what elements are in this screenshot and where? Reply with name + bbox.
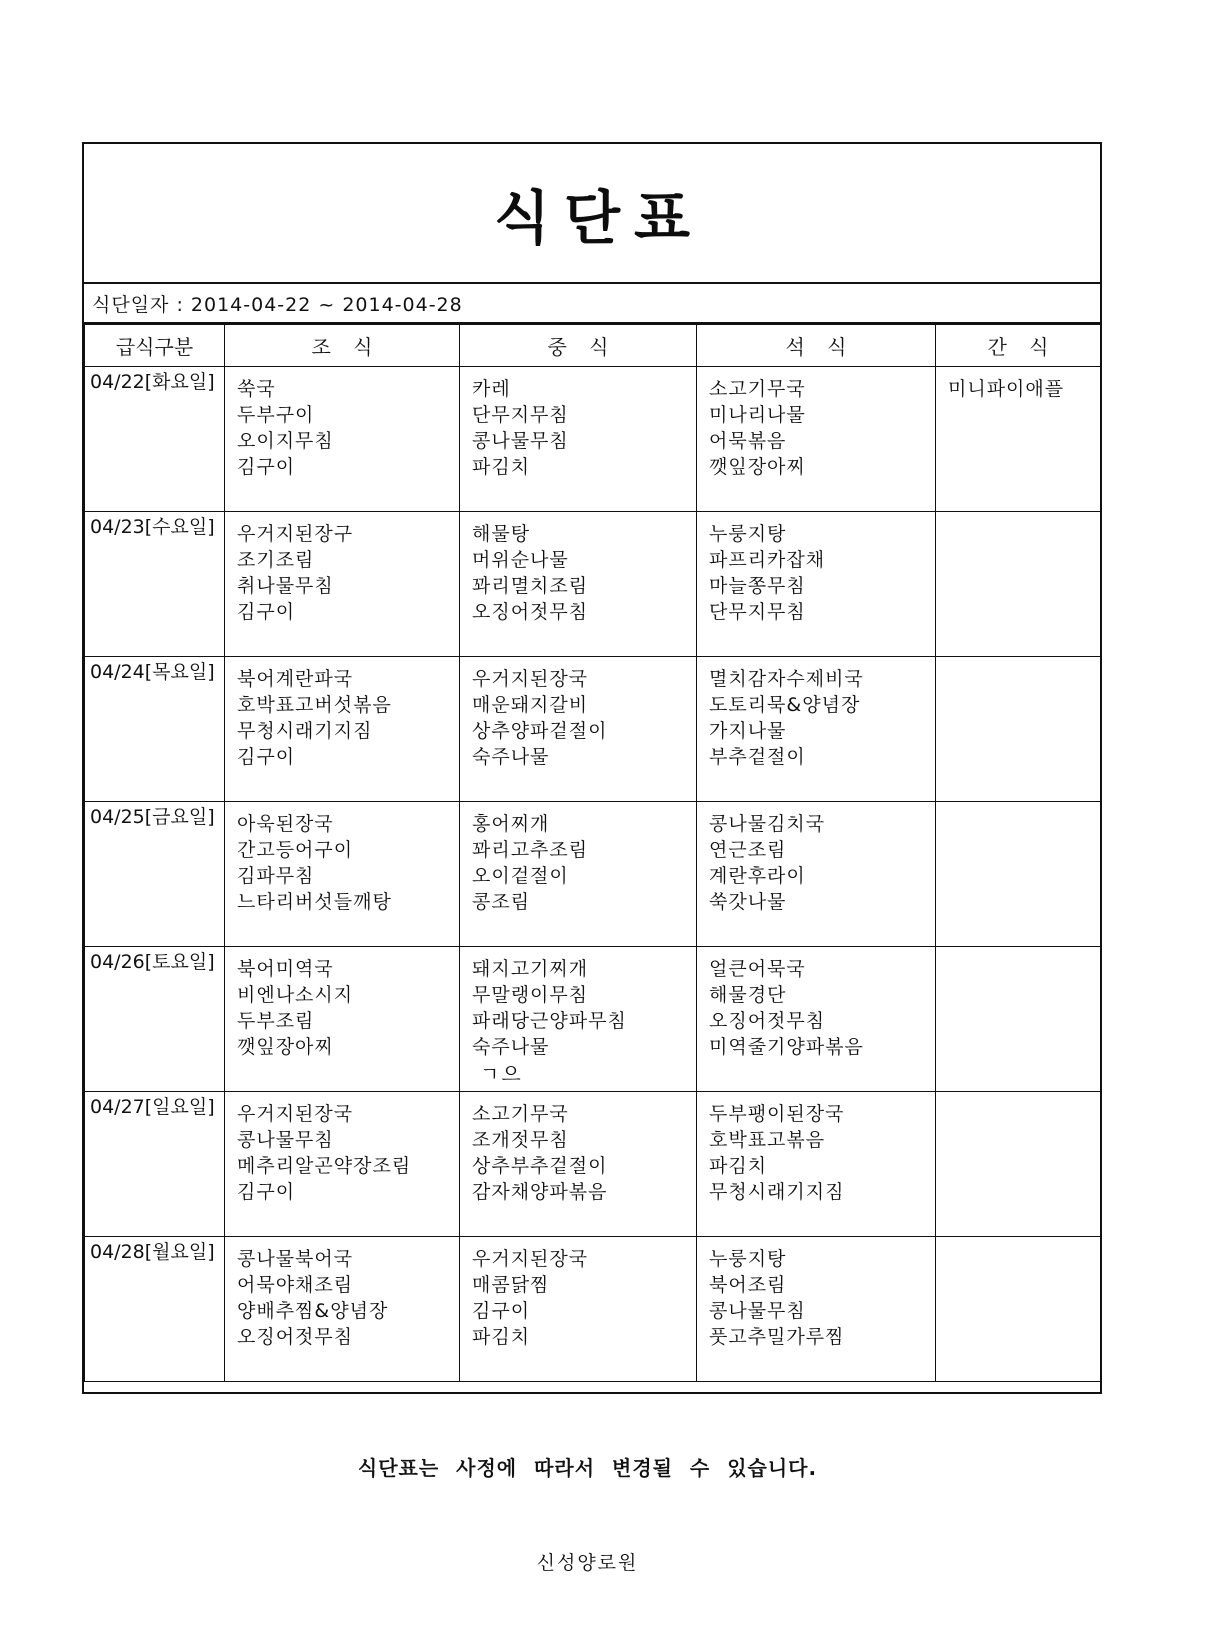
lunch-cell — [460, 1092, 697, 1237]
table-row — [85, 802, 1101, 947]
breakfast-cell — [225, 947, 460, 1092]
snack-cell — [936, 512, 1101, 657]
table-row — [85, 512, 1101, 657]
menu-item: 숙주나물 — [472, 1036, 550, 1058]
menu-item: 오징어젓무침 — [472, 601, 589, 623]
meal-plan-table — [84, 324, 1101, 1382]
menu-item: 계란후라이 — [709, 865, 806, 887]
menu-item: 마늘쫑무침 — [709, 575, 806, 597]
menu-item: 파프리카잡채 — [709, 549, 826, 571]
dinner-cell — [697, 1092, 936, 1237]
column-header-lunch: 중 식 — [460, 325, 697, 367]
menu-item: 아욱된장국 — [237, 813, 334, 835]
menu-item: 김구이 — [237, 601, 296, 623]
menu-item: 우거지된장국 — [472, 1248, 589, 1270]
menu-item: 북어조림 — [709, 1274, 787, 1296]
column-header-meal-category: 급식구분 — [85, 325, 225, 367]
menu-item: 가지나물 — [709, 720, 787, 742]
menu-item: 상추양파겉절이 — [472, 720, 608, 742]
menu-item: 콩나물김치국 — [709, 813, 826, 835]
dinner-cell — [697, 1237, 936, 1382]
menu-item: 멸치감자수제비국 — [709, 668, 864, 690]
menu-item: 조개젓무침 — [472, 1129, 569, 1151]
snack-cell — [936, 1237, 1101, 1382]
snack-cell — [936, 802, 1101, 947]
dinner-cell — [697, 802, 936, 947]
menu-item: 우거지된장국 — [472, 668, 589, 690]
lunch-cell — [460, 367, 697, 512]
menu-item: 얼큰어묵국 — [709, 958, 806, 980]
menu-item: 매운돼지갈비 — [472, 694, 589, 716]
breakfast-cell — [225, 1092, 460, 1237]
menu-item: 부추겉절이 — [709, 746, 806, 768]
menu-item: 단무지무침 — [709, 601, 806, 623]
date-cell: 04/24[목요일] — [85, 657, 225, 802]
column-header-breakfast: 조 식 — [225, 325, 460, 367]
menu-item: 상추부추겉절이 — [472, 1155, 608, 1177]
table-header-row — [85, 325, 1101, 367]
menu-item: 오징어젓무침 — [709, 1010, 826, 1032]
menu-item: 파김치 — [472, 1326, 531, 1348]
table-row — [85, 657, 1101, 802]
menu-item: 깻잎장아찌 — [709, 456, 806, 478]
breakfast-cell — [225, 367, 460, 512]
menu-item: 비엔나소시지 — [237, 984, 354, 1006]
menu-item: 도토리묵&양념장 — [709, 694, 861, 716]
menu-item: 꽈리고추조림 — [472, 839, 589, 861]
dinner-cell — [697, 367, 936, 512]
menu-item: 쑥갓나물 — [709, 891, 787, 913]
menu-item: 미나리나물 — [709, 404, 806, 426]
menu-item: 두부구이 — [237, 404, 315, 426]
date-cell: 04/22[화요일] — [85, 367, 225, 512]
menu-item: 머위순나물 — [472, 549, 569, 571]
menu-item: 소고기무국 — [472, 1103, 569, 1125]
menu-item: 미역줄기양파볶음 — [709, 1036, 864, 1058]
menu-item: 깻잎장아찌 — [237, 1036, 334, 1058]
menu-item: 미니파이애플 — [948, 378, 1065, 400]
menu-item: 풋고추밀가루찜 — [709, 1326, 845, 1348]
menu-item: 홍어찌개 — [472, 813, 550, 835]
title-block — [84, 144, 1100, 284]
change-notice-text: 식단표는 사정에 따라서 변경될 수 있습니다. — [357, 1456, 818, 1480]
date-cell: 04/26[토요일] — [85, 947, 225, 1092]
menu-item: 파래당근양파무침 — [472, 1010, 627, 1032]
menu-item: 쑥국 — [237, 378, 276, 400]
lunch-cell — [460, 947, 697, 1092]
menu-item: 파김치 — [472, 456, 531, 478]
snack-cell — [936, 367, 1101, 512]
organization-name: 신성양로원 — [536, 1552, 639, 1574]
menu-item: 김구이 — [237, 456, 296, 478]
menu-item: 취나물무침 — [237, 575, 334, 597]
menu-item: 파김치 — [709, 1155, 768, 1177]
snack-cell — [936, 947, 1101, 1092]
menu-item: 메추리알곤약장조림 — [237, 1155, 412, 1177]
menu-item: 돼지고기찌개 — [472, 958, 589, 980]
menu-item: 김구이 — [237, 746, 296, 768]
menu-item: 콩나물무침 — [472, 430, 569, 452]
dinner-cell — [697, 512, 936, 657]
menu-item: 누룽지탕 — [709, 523, 787, 545]
menu-item: 해물경단 — [709, 984, 787, 1006]
breakfast-cell — [225, 1237, 460, 1382]
breakfast-cell — [225, 512, 460, 657]
lunch-cell — [460, 512, 697, 657]
menu-item: 어묵야채조림 — [237, 1274, 354, 1296]
menu-item: 우거지된장국 — [237, 1103, 354, 1125]
menu-item: 김구이 — [472, 1300, 531, 1322]
menu-item: 카레 — [472, 378, 511, 400]
date-cell: 04/28[월요일] — [85, 1237, 225, 1382]
date-cell: 04/25[금요일] — [85, 802, 225, 947]
snack-cell — [936, 1092, 1101, 1237]
menu-item: 호박표고볶음 — [709, 1129, 826, 1151]
menu-item: 소고기무국 — [709, 378, 806, 400]
menu-item: 오이겉절이 — [472, 865, 569, 887]
lunch-cell — [460, 657, 697, 802]
menu-item: 콩나물북어국 — [237, 1248, 354, 1270]
menu-item: 단무지무침 — [472, 404, 569, 426]
stray-handwriting-mark: ㄱ으 — [480, 1062, 523, 1086]
menu-item: 어묵볶음 — [709, 430, 787, 452]
menu-item: 숙주나물 — [472, 746, 550, 768]
date-range-row — [84, 284, 1100, 324]
date-cell: 04/23[수요일] — [85, 512, 225, 657]
table-row — [85, 1237, 1101, 1382]
menu-item: 우거지된장구 — [237, 523, 354, 545]
menu-item: 오이지무침 — [237, 430, 334, 452]
menu-item: 북어미역국 — [237, 958, 334, 980]
date-cell: 04/27[일요일] — [85, 1092, 225, 1237]
menu-item: 조기조림 — [237, 549, 315, 571]
menu-item: 감자채양파볶음 — [472, 1181, 608, 1203]
menu-item: 간고등어구이 — [237, 839, 354, 861]
menu-item: 연근조림 — [709, 839, 787, 861]
menu-item: 콩조림 — [472, 891, 531, 913]
meal-plan-frame — [82, 142, 1102, 1394]
menu-item: 누룽지탕 — [709, 1248, 787, 1270]
column-header-dinner: 석 식 — [697, 325, 936, 367]
menu-item: 무청시래기지짐 — [237, 720, 373, 742]
menu-item: 북어계란파국 — [237, 668, 354, 690]
menu-item: 김구이 — [237, 1181, 296, 1203]
dinner-cell — [697, 947, 936, 1092]
menu-item: 콩나물무침 — [709, 1300, 806, 1322]
menu-item: 콩나물무침 — [237, 1129, 334, 1151]
menu-item: 느타리버섯들깨탕 — [237, 891, 392, 913]
lunch-cell — [460, 802, 697, 947]
menu-item: 오징어젓무침 — [237, 1326, 354, 1348]
dinner-cell — [697, 657, 936, 802]
menu-item: 무청시래기지짐 — [709, 1181, 845, 1203]
menu-item: 두부조림 — [237, 1010, 315, 1032]
menu-item: 양배추찜&양념장 — [237, 1300, 389, 1322]
breakfast-cell — [225, 802, 460, 947]
menu-item: 두부팽이된장국 — [709, 1103, 845, 1125]
menu-item: 꽈리멸치조림 — [472, 575, 589, 597]
breakfast-cell — [225, 657, 460, 802]
date-range-label: 식단일자 : 2014-04-22 ~ 2014-04-28 — [92, 293, 463, 316]
menu-item: 매콤닭찜 — [472, 1274, 550, 1296]
lunch-cell — [460, 1237, 697, 1382]
table-row — [85, 947, 1101, 1092]
menu-item: 무말랭이무침 — [472, 984, 589, 1006]
menu-item: 김파무침 — [237, 865, 315, 887]
table-row — [85, 1092, 1101, 1237]
page-title: 식단표 — [493, 184, 705, 252]
table-row — [85, 367, 1101, 512]
column-header-snack: 간 식 — [936, 325, 1101, 367]
menu-item: 호박표고버섯볶음 — [237, 694, 392, 716]
menu-item: 해물탕 — [472, 523, 531, 545]
snack-cell — [936, 657, 1101, 802]
